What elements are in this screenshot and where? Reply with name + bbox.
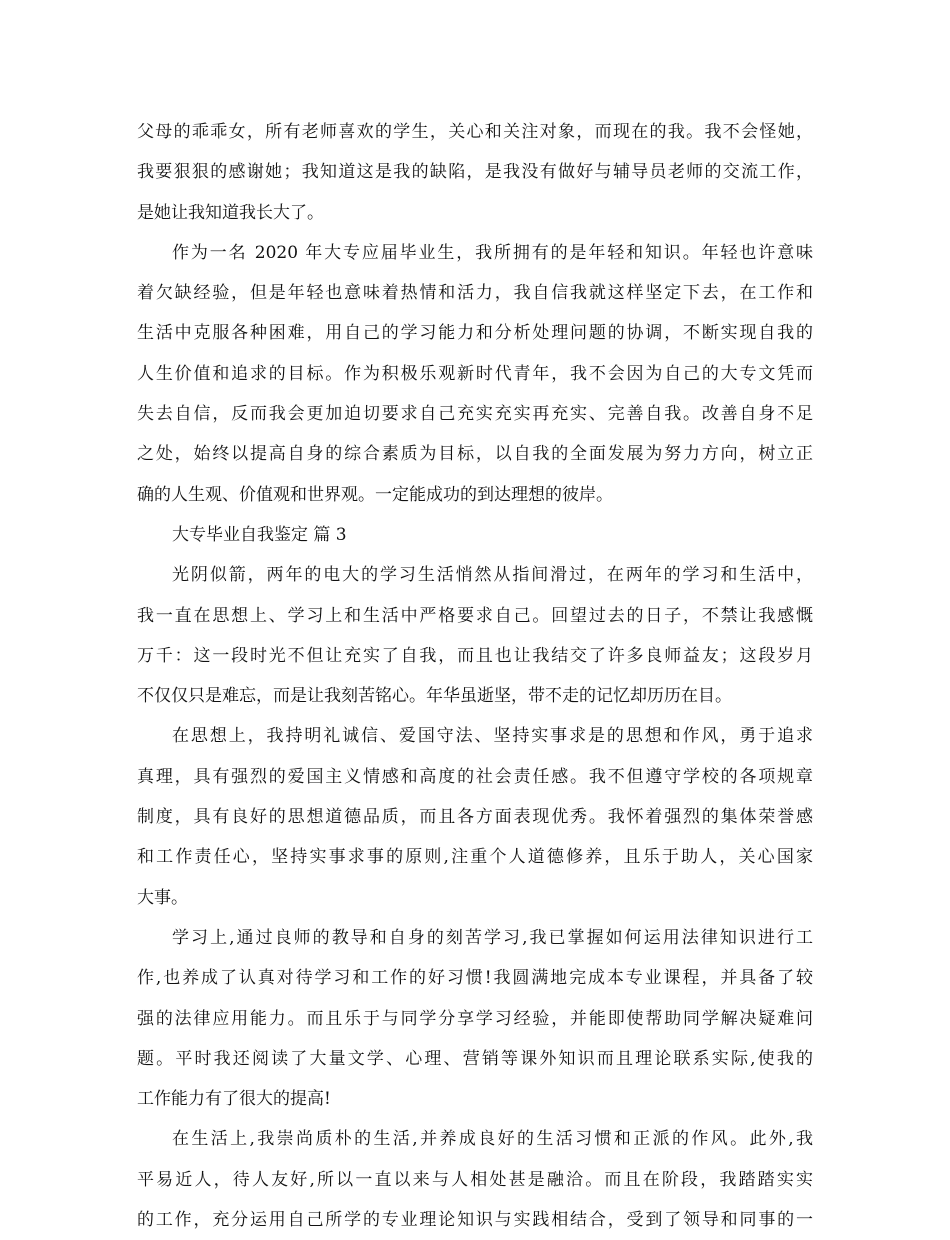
text-line: 平易近人，待人友好,所以一直以来与人相处甚是融洽。而且在阶段，我踏踏实实 <box>137 1169 813 1190</box>
text-line: 工作能力有了很大的提高! <box>137 1089 331 1110</box>
text-line: 和工作责任心，坚持实事求事的原则,注重个人道德修养，且乐于助人，关心国家 <box>137 847 813 868</box>
text-line: 着欠缺经验，但是年轻也意味着热情和活力，我自信我就这样坚定下去，在工作和 <box>137 283 813 304</box>
text-line: 大事。 <box>137 887 188 908</box>
text-line: 生活中克服各种困难，用自己的学习能力和分析处理问题的协调，不断实现自我的 <box>137 323 813 344</box>
text-line: 学习上,通过良师的教导和自身的刻苦学习,我已掌握如何运用法律知识进行工 <box>172 927 813 948</box>
text-line: 我要狠狠的感谢她；我知道这是我的缺陷，是我没有做好与辅导员老师的交流工作， <box>137 162 813 183</box>
text-line: 是她让我知道我长大了。 <box>137 202 324 223</box>
text-line: 之处，始终以提高自身的综合素质为目标，以自我的全面发展为努力方向，树立正 <box>137 444 813 465</box>
text-line: 万千：这一段时光不但让充实了自我，而且也让我结交了许多良师益友；这段岁月 <box>137 645 813 666</box>
text-line: 作,也养成了认真对待学习和工作的好习惯!我圆满地完成本专业课程，并具备了较 <box>137 968 813 989</box>
text-line: 父母的乖乖女，所有老师喜欢的学生，关心和关注对象，而现在的我。我不会怪她， <box>137 122 813 142</box>
text-line: 的工作，充分运用自己所学的专业理论知识与实践相结合，受到了领导和同事的一 <box>137 1210 813 1231</box>
text-line: 题。平时我还阅读了大量文学、心理、营销等课外知识而且理论联系实际,使我的 <box>137 1048 813 1069</box>
text-line: 在思想上，我持明礼诚信、爱国守法、坚持实事求是的思想和作风，勇于追求 <box>172 726 813 747</box>
text-line: 真理，具有强烈的爱国主义情感和高度的社会责任感。我不但遵守学校的各项规章 <box>137 766 813 787</box>
text-line: 人生价值和追求的目标。作为积极乐观新时代青年，我不会因为自己的大专文凭而 <box>137 363 813 384</box>
document-body <box>137 112 813 1240</box>
text-line: 光阴似箭，两年的电大的学习生活悄然从指间滑过，在两年的学习和生活中， <box>172 565 813 586</box>
text-line: 强的法律应用能力。而且乐于与同学分享学习经验，并能即使帮助同学解决疑难问 <box>137 1008 813 1029</box>
section-heading: 大专毕业自我鉴定 篇 3 <box>172 524 347 545</box>
text-line: 在生活上,我崇尚质朴的生活,并养成良好的生活习惯和正派的作风。此外,我 <box>172 1129 813 1150</box>
text-line: 确的人生观、价值观和世界观。一定能成功的到达理想的彼岸。 <box>137 484 613 505</box>
text-line: 制度，具有良好的思想道德品质，而且各方面表现优秀。我怀着强烈的集体荣誉感 <box>137 807 813 828</box>
text-line: 作为一名 2020 年大专应届毕业生，我所拥有的是年轻和知识。年轻也许意味 <box>172 242 813 263</box>
text-line: 我一直在思想上、学习上和生活中严格要求自己。回望过去的日子，不禁让我感慨 <box>137 605 813 626</box>
text-line: 不仅仅只是难忘，而是让我刻苦铭心。年华虽逝坚，带不走的记忆却历历在目。 <box>137 686 732 707</box>
text-line: 失去自信，反而我会更加迫切要求自己充实充实再充实、完善自我。改善自身不足 <box>137 404 813 425</box>
